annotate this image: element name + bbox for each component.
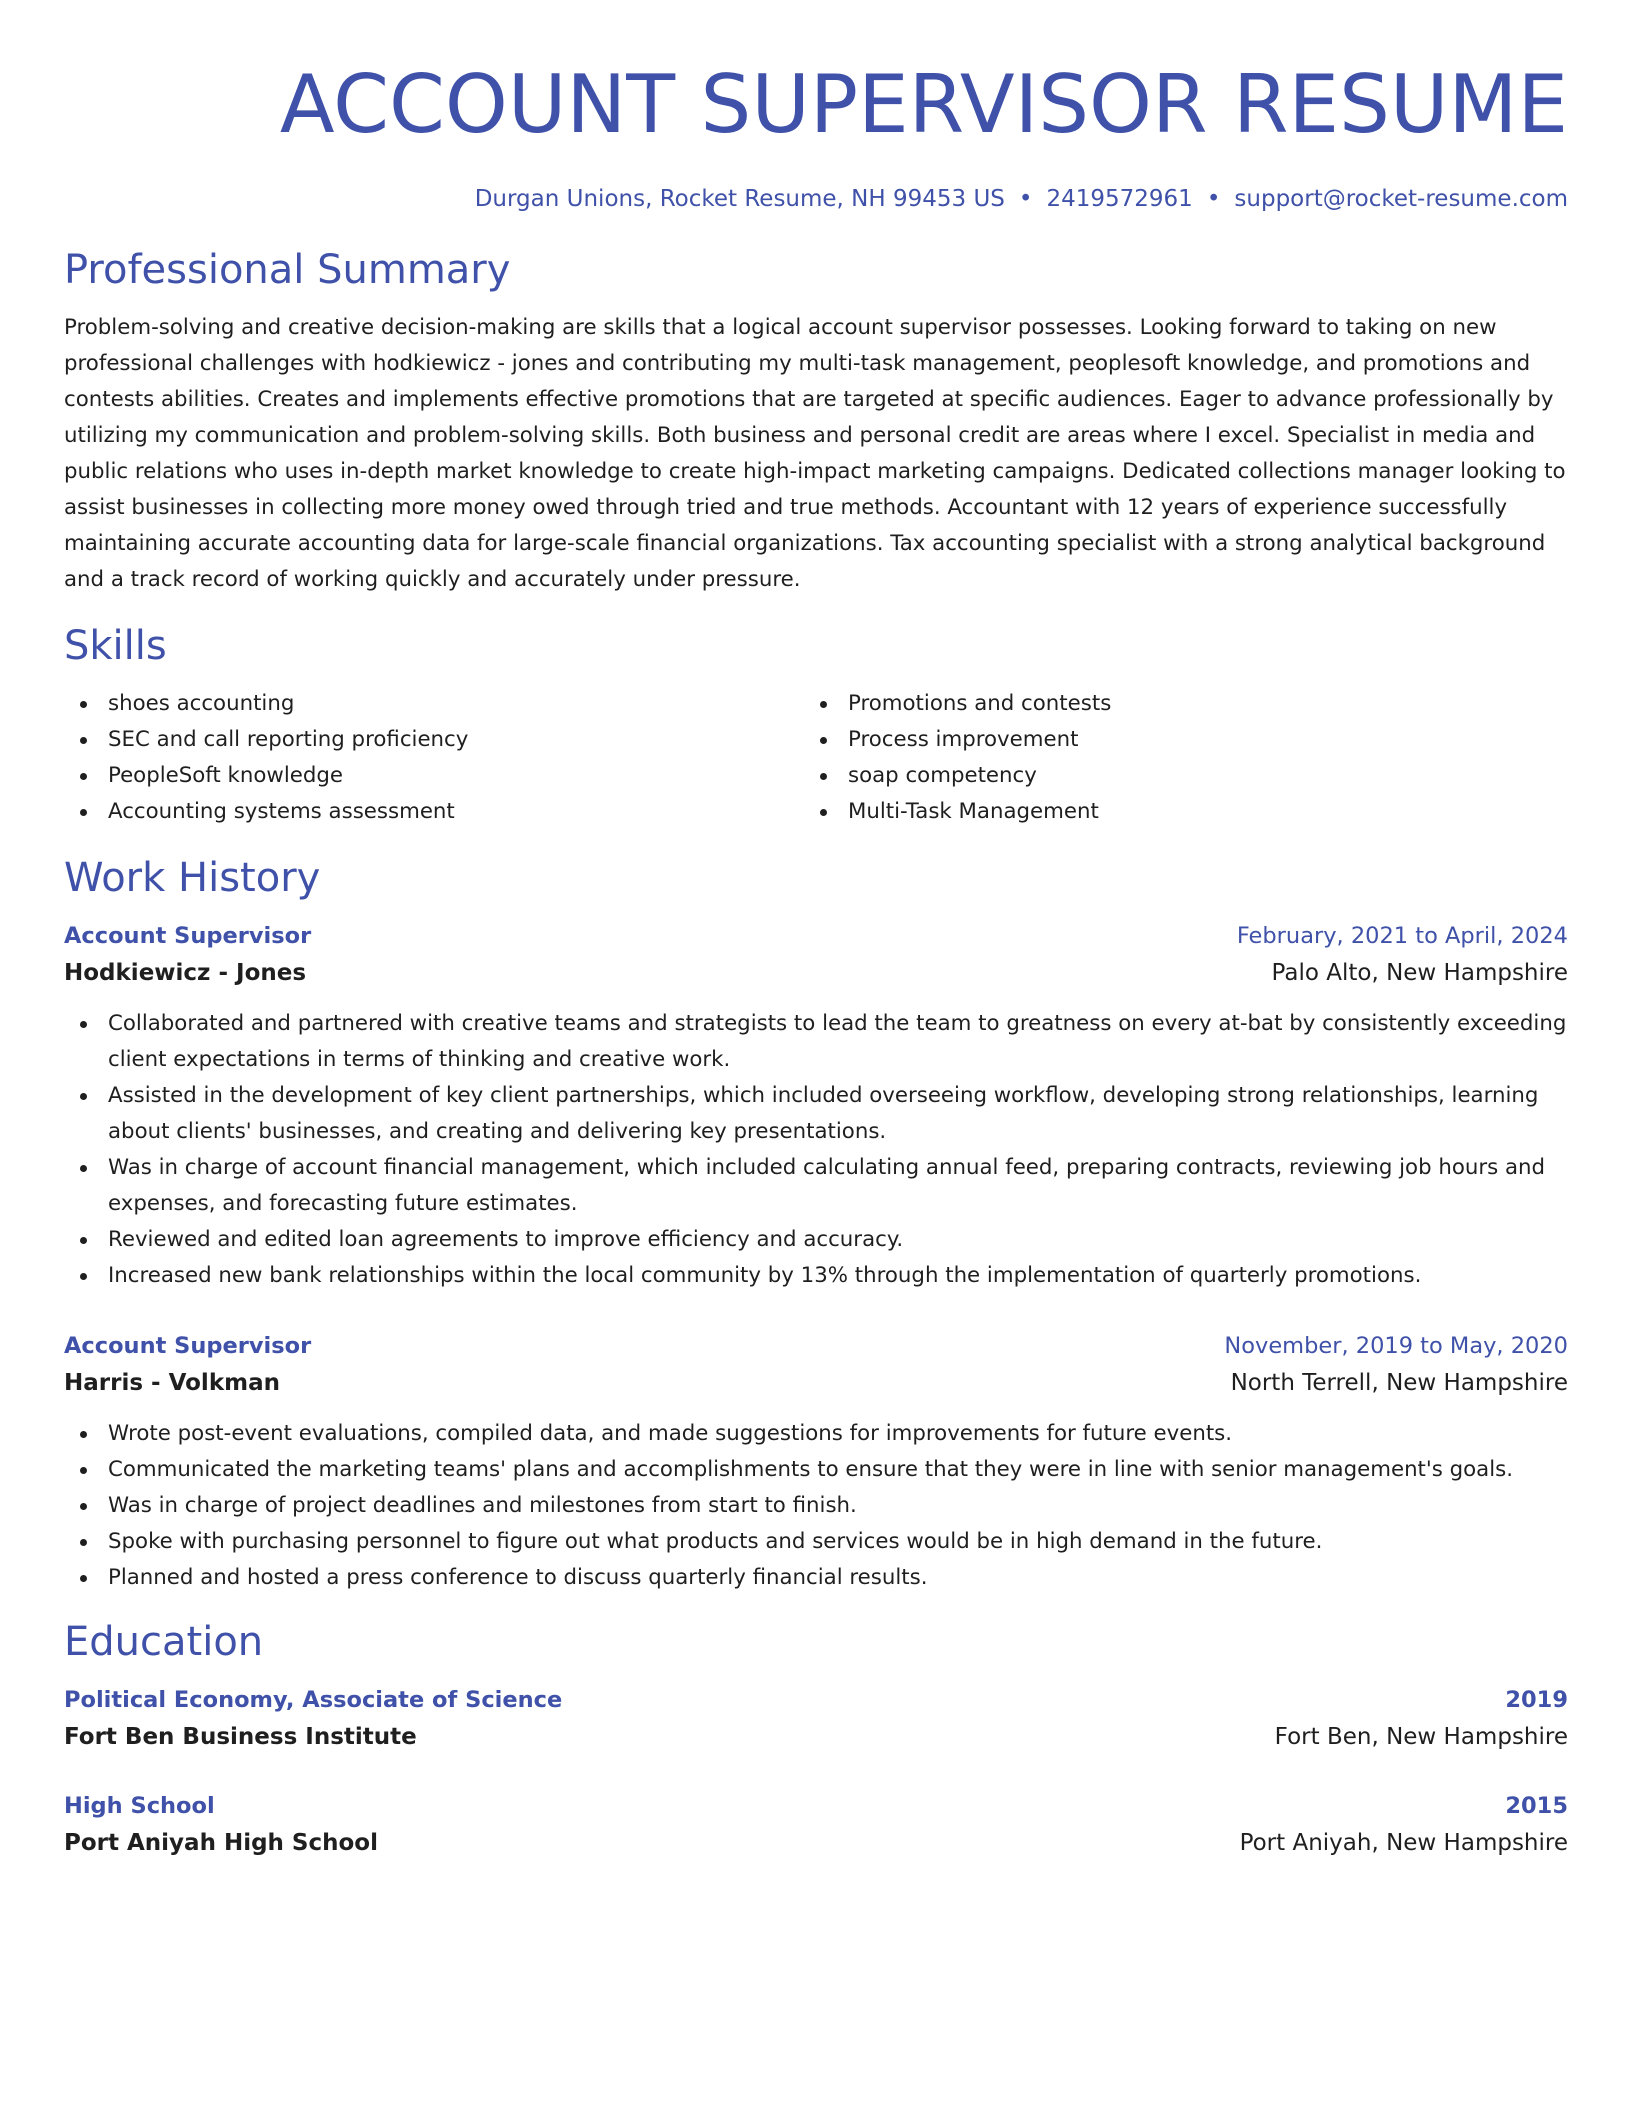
bullet-icon — [820, 809, 827, 816]
skill-text: Accounting systems assessment — [108, 799, 455, 824]
job-duty-item — [64, 1416, 1568, 1452]
contact-separator: • — [1206, 186, 1221, 212]
education-year: 2015 — [1505, 1793, 1568, 1819]
education-degree: Political Economy, Associate of Science — [64, 1687, 563, 1713]
skill-item — [64, 722, 804, 758]
skill-item — [64, 758, 804, 794]
contact-email[interactable]: support@rocket-resume.com — [1234, 186, 1568, 212]
job-title: Account Supervisor — [64, 1333, 312, 1359]
job-duty-text: Collaborated and partnered with creative teams and strategists to lead the team to greatness on every at-bat by consistently exceeding client expectations in terms of thinking and creative work. — [108, 1011, 1567, 1072]
skill-item — [804, 794, 1568, 830]
job-company: Harris - Volkman — [64, 1370, 280, 1396]
bullet-icon — [80, 1237, 87, 1244]
job-title: Account Supervisor — [64, 923, 312, 949]
bullet-icon — [820, 737, 827, 744]
skill-item — [64, 794, 804, 830]
job-duty-item — [64, 1006, 1568, 1078]
summary-paragraph: Problem-solving and creative decision-making are skills that a logical account supervisor possesses. Looking forward to taking on new professional challenges with hodkiewicz - jones and contributing my multi-task management, peoplesoft knowledge, and promotions and contests abilities. Creates and implements effective promotions that are targeted at specific audiences. Eager to advance professionally by utilizing my communication and problem-solving skills. Both business and personal credit are areas where I excel. Specialist in media and public relations who uses in-depth market knowledge to create high-impact marketing campaigns. Dedicated collections manager looking to assist businesses in collecting more money owed through tried and true methods. Accountant with 12 years of experience successfully maintaining accurate accounting data for large-scale financial organizations. Tax accounting specialist with a strong analytical background and a track record of working quickly and accurately under pressure. — [64, 315, 1566, 592]
job-company-row — [64, 954, 1568, 992]
job-location: Palo Alto, New Hampshire — [1271, 960, 1568, 986]
job-duty-item — [64, 1560, 1568, 1596]
work-history-section — [64, 852, 1568, 1596]
skill-item — [64, 686, 804, 722]
job-duty-item — [64, 1078, 1568, 1150]
skill-item — [804, 722, 1568, 758]
document-title: ACCOUNT SUPERVISOR RESUME — [279, 58, 1568, 151]
education-school-row — [64, 1824, 1568, 1862]
education-school-row — [64, 1718, 1568, 1756]
job-duty-text: Was in charge of account financial management, which included calculating annual feed, preparing contracts, reviewing job hours and expenses, and forecasting future estimates. — [108, 1155, 1546, 1216]
job-company: Hodkiewicz - Jones — [64, 960, 307, 986]
bullet-icon — [80, 1021, 87, 1028]
job-company-row — [64, 1364, 1568, 1402]
job-duty-text: Was in charge of project deadlines and milestones from start to finish. — [108, 1493, 857, 1518]
job-duty-text: Communicated the marketing teams' plans and accomplishments to ensure that they were in line with senior management's goals. — [108, 1457, 1514, 1482]
job-dates: November, 2019 to May, 2020 — [1224, 1333, 1568, 1359]
job-entry — [64, 1328, 1568, 1596]
job-dates: February, 2021 to April, 2024 — [1236, 923, 1568, 949]
job-duties-list — [64, 1416, 1568, 1596]
job-duty-text: Increased new bank relationships within the local community by 13% through the implementation of quarterly promotions. — [108, 1263, 1422, 1288]
bullet-icon — [80, 1431, 87, 1438]
job-entry — [64, 918, 1568, 1294]
job-title-row — [64, 918, 1568, 954]
job-location: North Terrell, New Hampshire — [1230, 1370, 1568, 1396]
education-entry — [64, 1682, 1568, 1756]
job-duty-text: Wrote post-event evaluations, compiled data, and made suggestions for improvements for future events. — [108, 1421, 1233, 1446]
skill-text: shoes accounting — [108, 691, 295, 716]
bullet-icon — [80, 1165, 87, 1172]
education-school: Port Aniyah High School — [64, 1830, 378, 1856]
bullet-icon — [820, 701, 827, 708]
education-year: 2019 — [1505, 1687, 1568, 1713]
job-duty-text: Assisted in the development of key client partnerships, which included overseeing workflow, developing strong relationships, learning about clients' businesses, and creating and delivering key presentations. — [108, 1083, 1539, 1144]
summary-section — [64, 244, 1568, 598]
education-degree-row — [64, 1682, 1568, 1718]
bullet-icon — [80, 701, 87, 708]
job-title-row — [64, 1328, 1568, 1364]
education-degree-row — [64, 1788, 1568, 1824]
skill-text: Promotions and contests — [848, 691, 1112, 716]
skill-item — [804, 758, 1568, 794]
education-entry — [64, 1788, 1568, 1862]
contact-line — [64, 184, 1568, 214]
skill-text: Process improvement — [848, 727, 1079, 752]
education-degree: High School — [64, 1793, 215, 1819]
education-school: Fort Ben Business Institute — [64, 1724, 417, 1750]
bullet-icon — [80, 809, 87, 816]
skill-text: soap competency — [848, 763, 1037, 788]
skill-text: SEC and call reporting proficiency — [108, 727, 469, 752]
skill-text: PeopleSoft knowledge — [108, 763, 343, 788]
job-duty-item — [64, 1258, 1568, 1294]
bullet-icon — [80, 1503, 87, 1510]
job-duty-item — [64, 1222, 1568, 1258]
job-duty-item — [64, 1150, 1568, 1222]
job-duty-item — [64, 1524, 1568, 1560]
bullet-icon — [80, 1273, 87, 1280]
education-location: Fort Ben, New Hampshire — [1274, 1724, 1568, 1750]
section-heading-education: Education — [64, 1619, 264, 1665]
skills-list-right — [804, 686, 1568, 830]
job-duty-text: Spoke with purchasing personnel to figure out what products and services would be in high demand in the future. — [108, 1529, 1323, 1554]
bullet-icon — [80, 773, 87, 780]
section-heading-work-history: Work History — [64, 855, 321, 901]
section-heading-skills: Skills — [64, 623, 167, 669]
skills-list-left — [64, 686, 804, 830]
job-duty-text: Planned and hosted a press conference to discuss quarterly financial results. — [108, 1565, 928, 1590]
bullet-icon — [80, 737, 87, 744]
bullet-icon — [80, 1539, 87, 1546]
bullet-icon — [80, 1467, 87, 1474]
job-duty-item — [64, 1452, 1568, 1488]
section-heading-summary: Professional Summary — [64, 247, 511, 293]
education-section — [64, 1616, 1568, 1862]
job-duty-text: Reviewed and edited loan agreements to improve efficiency and accuracy. — [108, 1227, 904, 1252]
bullet-icon — [820, 773, 827, 780]
resume-header — [64, 50, 1568, 214]
contact-address: Durgan Unions, Rocket Resume, NH 99453 US — [474, 186, 1005, 212]
bullet-icon — [80, 1093, 87, 1100]
job-duty-item — [64, 1488, 1568, 1524]
skills-grid — [64, 686, 1568, 830]
contact-phone: 2419572961 — [1046, 186, 1193, 212]
skills-section — [64, 620, 1568, 830]
bullet-icon — [80, 1575, 87, 1582]
education-location: Port Aniyah, New Hampshire — [1239, 1830, 1568, 1856]
skill-item — [804, 686, 1568, 722]
job-duties-list — [64, 1006, 1568, 1294]
contact-separator: • — [1018, 186, 1033, 212]
skill-text: Multi-Task Management — [848, 799, 1099, 824]
